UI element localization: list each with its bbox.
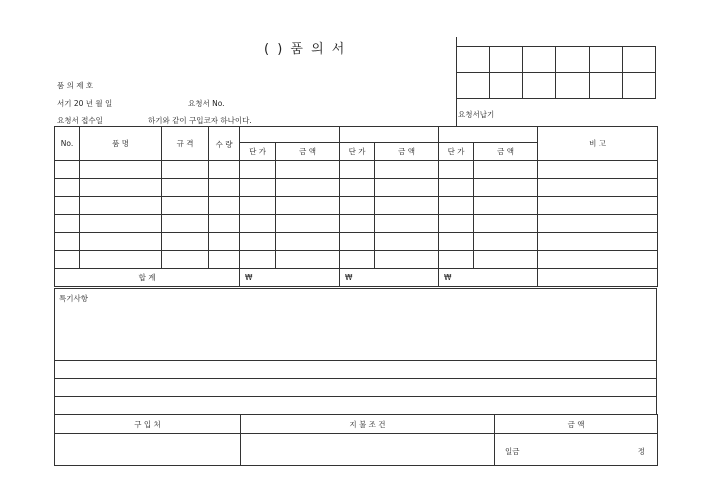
item-table	[54, 126, 658, 287]
payment-terms-header: 지 불 조 건	[241, 415, 495, 434]
amount-header: 금 액	[495, 415, 658, 434]
stamp-cell[interactable]	[490, 73, 523, 99]
header-group-1	[240, 127, 340, 143]
table-row	[55, 251, 658, 269]
table-cell[interactable]	[340, 233, 375, 251]
header-unit-price: 단 가	[240, 143, 276, 161]
table-cell[interactable]	[538, 215, 658, 233]
purchase-statement: 하기와 같이 구입코자 하나이다.	[148, 116, 252, 125]
table-cell[interactable]	[55, 179, 80, 197]
table-cell[interactable]	[162, 161, 209, 179]
table-cell[interactable]	[276, 233, 340, 251]
table-row	[55, 233, 658, 251]
table-cell[interactable]	[162, 233, 209, 251]
request-number-label: 요청서 No.	[188, 99, 225, 108]
table-cell[interactable]	[375, 179, 439, 197]
table-cell[interactable]	[55, 251, 80, 269]
payment-terms-field[interactable]	[241, 434, 495, 466]
table-cell[interactable]	[209, 233, 240, 251]
table-cell[interactable]	[276, 161, 340, 179]
header-amount: 금 액	[474, 143, 538, 161]
table-cell[interactable]	[276, 215, 340, 233]
table-cell[interactable]	[209, 215, 240, 233]
table-cell[interactable]	[240, 197, 276, 215]
stamp-cell[interactable]	[622, 47, 655, 73]
table-cell[interactable]	[340, 251, 375, 269]
special-notes-label: 특기사항	[59, 294, 88, 303]
table-cell[interactable]	[340, 215, 375, 233]
table-cell[interactable]	[276, 197, 340, 215]
table-cell[interactable]	[55, 215, 80, 233]
date-label: 서기 20 년 월 일	[57, 99, 113, 108]
stamp-cell[interactable]	[556, 47, 589, 73]
stamp-cell[interactable]	[589, 73, 622, 99]
table-cell[interactable]	[209, 161, 240, 179]
stamp-cell[interactable]	[589, 47, 622, 73]
table-cell[interactable]	[240, 215, 276, 233]
table-cell[interactable]	[276, 251, 340, 269]
table-cell[interactable]	[240, 179, 276, 197]
table-cell[interactable]	[276, 179, 340, 197]
stamp-cell[interactable]	[457, 73, 490, 99]
header-no: No.	[55, 127, 80, 161]
table-cell[interactable]	[538, 179, 658, 197]
table-cell[interactable]	[209, 179, 240, 197]
table-cell[interactable]	[80, 251, 162, 269]
table-cell[interactable]	[340, 161, 375, 179]
table-cell[interactable]	[240, 233, 276, 251]
table-cell[interactable]	[439, 215, 474, 233]
table-cell[interactable]	[375, 233, 439, 251]
header-quantity: 수 량	[209, 127, 240, 161]
table-cell[interactable]	[162, 179, 209, 197]
total-amount-1[interactable]: ₩	[240, 269, 340, 287]
table-cell[interactable]	[80, 179, 162, 197]
table-cell[interactable]	[474, 179, 538, 197]
amount-suffix: 정	[637, 447, 645, 456]
table-cell[interactable]	[474, 215, 538, 233]
table-cell[interactable]	[439, 251, 474, 269]
stamp-cell[interactable]	[523, 47, 556, 73]
special-notes-table	[54, 288, 657, 415]
header-remark: 비 고	[538, 127, 658, 161]
table-cell[interactable]	[375, 197, 439, 215]
table-cell[interactable]	[209, 251, 240, 269]
request-due-label: 요청서납기	[458, 110, 495, 119]
proposal-number-label: 품 의 제 호	[57, 81, 94, 90]
table-cell[interactable]	[474, 251, 538, 269]
table-cell[interactable]	[55, 233, 80, 251]
table-cell[interactable]	[439, 197, 474, 215]
stamp-cell[interactable]	[523, 73, 556, 99]
table-cell[interactable]	[474, 233, 538, 251]
table-row	[55, 161, 658, 179]
table-cell[interactable]	[538, 233, 658, 251]
table-cell[interactable]	[439, 233, 474, 251]
header-group-2	[340, 127, 439, 143]
total-amount-2[interactable]: ₩	[340, 269, 439, 287]
stamp-cell[interactable]	[490, 47, 523, 73]
table-cell[interactable]	[375, 215, 439, 233]
stamp-cell[interactable]	[622, 73, 655, 99]
amount-prefix: 일금	[505, 447, 520, 456]
table-cell[interactable]	[80, 161, 162, 179]
header-amount: 금 액	[375, 143, 439, 161]
table-cell[interactable]	[375, 251, 439, 269]
table-cell[interactable]	[340, 197, 375, 215]
supplier-header: 구 입 처	[55, 415, 241, 434]
table-cell[interactable]	[538, 251, 658, 269]
table-cell[interactable]	[162, 197, 209, 215]
table-cell[interactable]	[474, 161, 538, 179]
total-amount-field[interactable]	[495, 434, 658, 466]
document-title: ( ) 품 의 서	[264, 42, 347, 57]
table-cell[interactable]	[474, 197, 538, 215]
header-spec: 규 격	[162, 127, 209, 161]
table-cell[interactable]	[162, 251, 209, 269]
table-row	[55, 215, 658, 233]
table-cell[interactable]	[80, 215, 162, 233]
total-label: 합 계	[55, 269, 240, 287]
special-notes-line[interactable]	[55, 379, 657, 397]
special-notes-line[interactable]	[55, 397, 657, 415]
stamp-cell[interactable]	[556, 73, 589, 99]
supplier-table	[54, 414, 658, 466]
table-row	[55, 197, 658, 215]
receipt-date-label: 요청서 접수일	[57, 116, 103, 125]
header-unit-price: 단 가	[439, 143, 474, 161]
header-unit-price: 단 가	[340, 143, 375, 161]
table-cell[interactable]	[375, 161, 439, 179]
table-cell[interactable]	[80, 233, 162, 251]
table-cell[interactable]	[240, 251, 276, 269]
table-cell[interactable]	[240, 161, 276, 179]
stamp-cell[interactable]	[457, 47, 490, 73]
table-cell[interactable]	[340, 179, 375, 197]
table-cell[interactable]	[538, 197, 658, 215]
table-cell[interactable]	[55, 161, 80, 179]
special-notes-field[interactable]	[55, 289, 657, 361]
table-cell[interactable]	[439, 161, 474, 179]
table-cell[interactable]	[80, 197, 162, 215]
header-amount: 금 액	[276, 143, 340, 161]
table-cell[interactable]	[55, 197, 80, 215]
table-cell[interactable]	[162, 215, 209, 233]
approval-stamp-grid	[456, 46, 656, 99]
total-remark-cell[interactable]	[538, 269, 658, 287]
table-cell[interactable]	[538, 161, 658, 179]
header-group-3	[439, 127, 538, 143]
table-cell[interactable]	[209, 197, 240, 215]
header-item-name: 품 명	[80, 127, 162, 161]
table-cell[interactable]	[439, 179, 474, 197]
table-row	[55, 179, 658, 197]
special-notes-line[interactable]	[55, 361, 657, 379]
supplier-field[interactable]	[55, 434, 241, 466]
total-amount-3[interactable]: ₩	[439, 269, 538, 287]
